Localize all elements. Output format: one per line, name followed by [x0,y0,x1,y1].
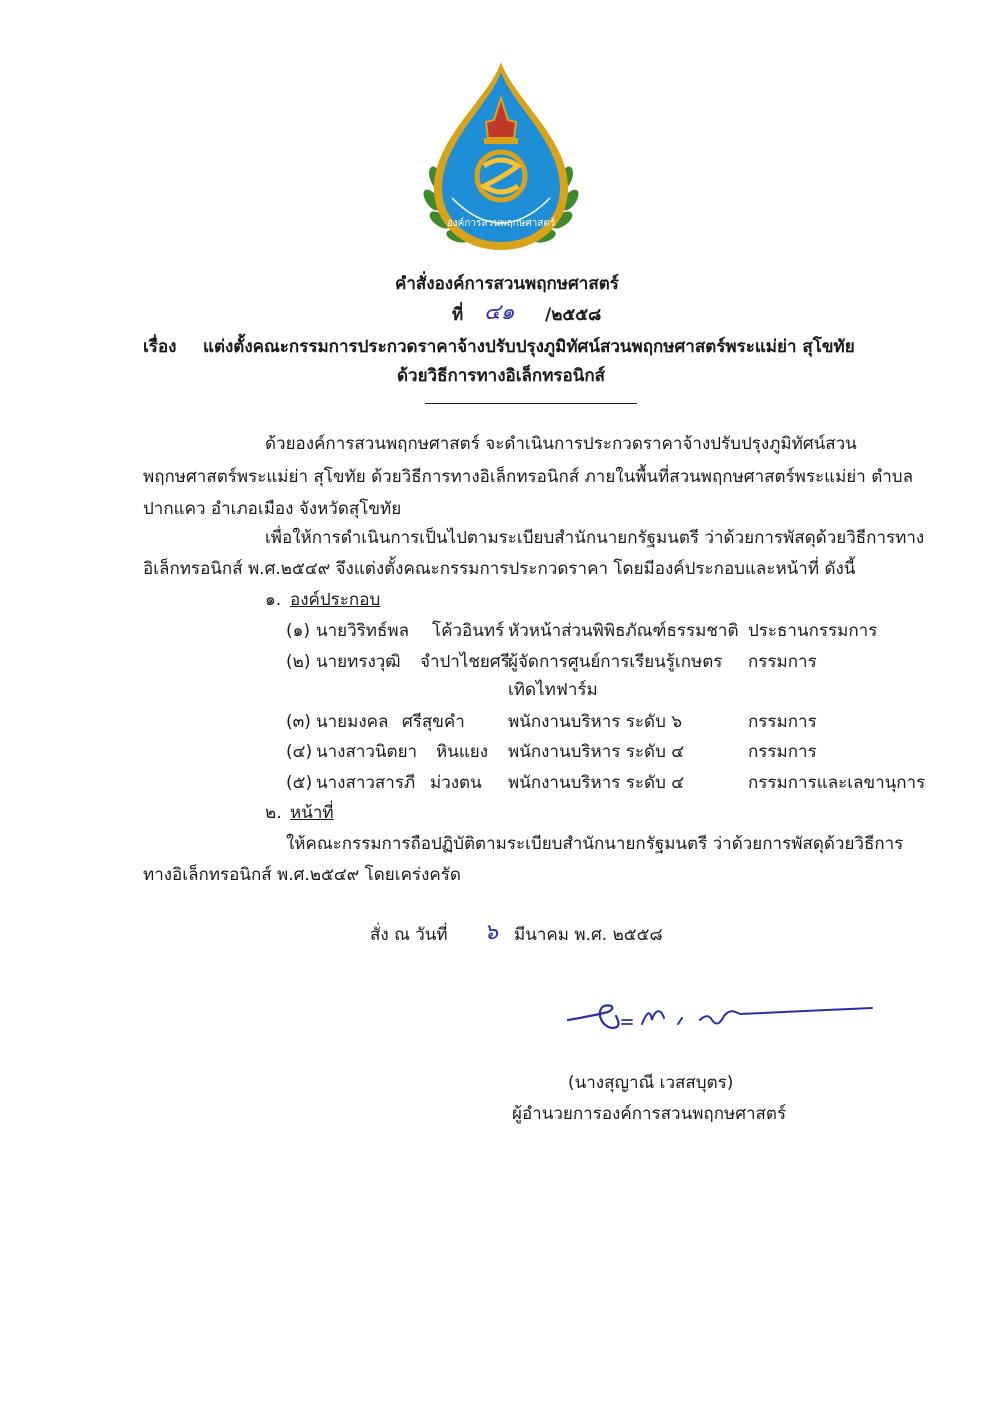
signer-title: ผู้อำนวยการองค์การสวนพฤกษศาสตร์ [512,1104,787,1124]
order-number-prefix: ที่ [452,305,464,325]
member-surname: หินแยง [436,742,489,762]
order-date-label: สั่ง ณ วันที่ [370,925,448,945]
member-number: (๔) [286,742,313,762]
member-role: กรรมการและเลขานุการ [748,773,926,793]
member-name: นายวิริทธ์พล [316,621,410,641]
subject-line-2: ด้วยวิธีการทางอิเล็กทรอนิกส์ [397,366,606,386]
member-position-continued: เทิดไทฟาร์ม [508,680,598,700]
section-1-title: องค์ประกอบ [290,590,381,610]
section-2-title: หน้าที่ [290,803,334,823]
member-name: นายทรงวุฒิ [316,652,401,672]
header-divider [425,403,637,404]
member-role: กรรมการ [748,742,817,762]
member-surname: จำปาไชยศรี [420,652,510,672]
member-surname: โค้วอินทร์ [432,621,505,641]
paragraph-2-line-1: เพื่อให้การดำเนินการเป็นไปตามระเบียบสำนักนายกรัฐมนตรี ว่าด้วยการพัสดุด้วยวิธีการทาง [265,528,925,548]
paragraph-3-line-1: ให้คณะกรรมการถือปฏิบัติตามระเบียบสำนักนายกรัฐมนตรี ว่าด้วยการพัสดุด้วยวิธีการ [286,834,904,854]
member-position: พนักงานบริหาร ระดับ ๖ [508,712,683,732]
signer-name: (นางสุญาณี เวสสบุตร) [568,1073,734,1093]
order-day-handwritten: ๖ [484,920,498,945]
member-number: (๕) [286,773,313,793]
subject-label: เรื่อง [143,337,177,357]
order-number-handwritten: ๔๑ [484,300,515,325]
member-surname: ศรีสุขคำ [402,712,465,732]
member-position: พนักงานบริหาร ระดับ ๔ [508,773,685,793]
section-1-number: ๑. [265,590,282,610]
member-role: ประธานกรรมการ [748,621,878,641]
member-name: นางสาวนิตยา [316,742,418,762]
paragraph-1-line-3: ปากแคว อำเภอเมือง จังหวัดสุโขทัย [143,499,402,519]
order-month-year: มีนาคม พ.ศ. ๒๕๕๘ [514,925,663,945]
member-position: หัวหน้าส่วนพิพิธภัณฑ์ธรรมชาติ [508,621,739,641]
paragraph-3-line-2: ทางอิเล็กทรอนิกส์ พ.ศ.๒๕๔๙ โดยเคร่งครัด [143,865,461,885]
paragraph-1-line-2: พฤกษศาสตร์พระแม่ย่า สุโขทัย ด้วยวิธีการทางอิเล็กทรอนิกส์ ภายในพื้นที่สวนพฤกษศาสตร์พระแม่ย่า ตำบล [143,467,914,487]
paragraph-2-line-2: อิเล็กทรอนิกส์ พ.ศ.๒๕๔๙ จึงแต่งตั้งคณะกรรมการประกวดราคา โดยมีองค์ประกอบและหน้าที่ ดังนี้ [143,559,856,579]
member-role: กรรมการ [748,712,817,732]
paragraph-1-line-1: ด้วยองค์การสวนพฤกษศาสตร์ จะดำเนินการประกวดราคาจ้างปรับปรุงภูมิทัศน์สวน [265,434,857,454]
seal-text: องค์การสวนพฤกษศาสตร์ [446,218,556,229]
member-position: พนักงานบริหาร ระดับ ๔ [508,742,685,762]
section-2-number: ๒. [265,803,282,823]
member-name: นางสาวสารภี [316,773,416,793]
member-role: กรรมการ [748,652,817,672]
order-title: คำสั่งองค์การสวนพฤกษศาสตร์ [395,274,619,294]
member-surname: ม่วงตน [430,773,482,793]
order-number-year: /๒๕๕๘ [545,305,602,325]
member-position: ผู้จัดการศูนย์การเรียนรู้เกษตร [508,652,723,672]
subject-line-1: แต่งตั้งคณะกรรมการประกวดราคาจ้างปรับปรุงภูมิทัศน์สวนพฤกษศาสตร์พระแม่ย่า สุโขทัย [203,337,855,357]
handwritten-signature [560,990,880,1050]
organization-seal-logo [418,58,584,258]
member-number: (๓) [286,712,311,732]
member-number: (๑) [286,621,311,641]
member-name: นายมงคล [316,712,389,732]
member-number: (๒) [286,652,311,672]
